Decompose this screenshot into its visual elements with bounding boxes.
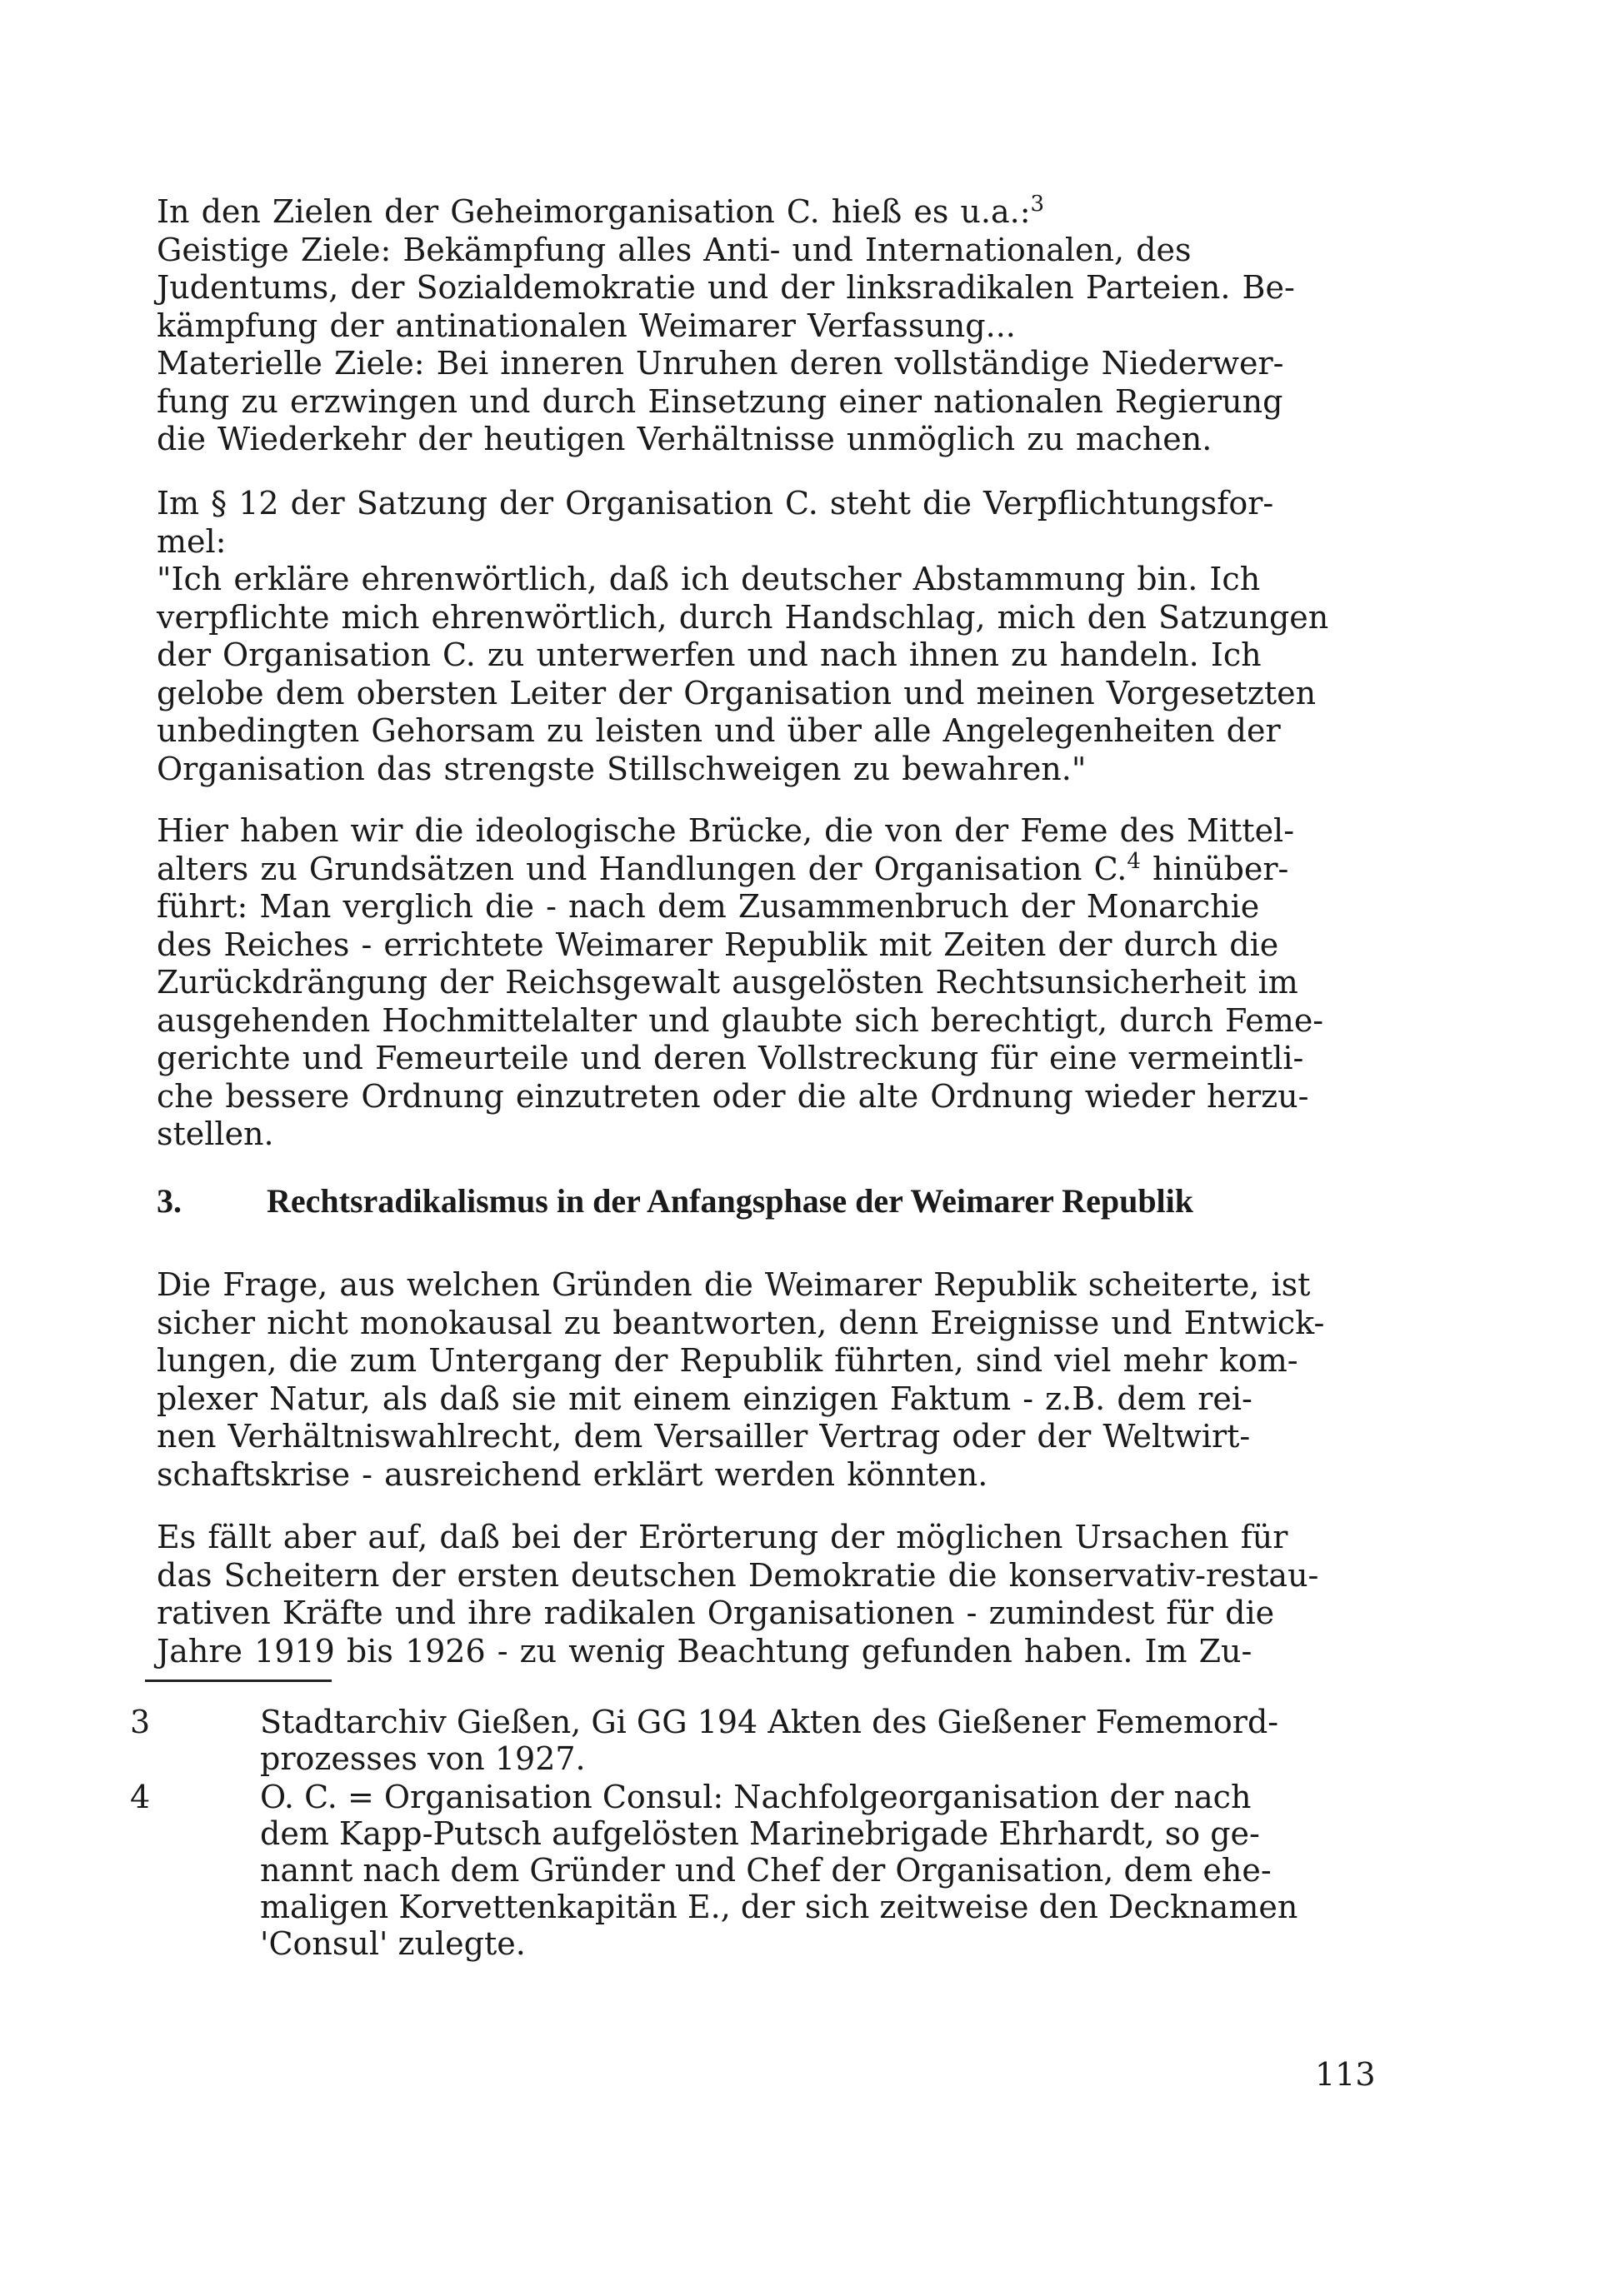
text-line: mel:: [157, 522, 227, 560]
text-line: rativen Kräfte und ihre radikalen Organisationen - zumindest für die: [157, 1595, 1275, 1631]
text-line: Jahre 1919 bis 1926 - zu wenig Beachtung gefunden haben. Im Zu-: [157, 1632, 1252, 1670]
text-line: Es fällt aber auf, daß bei der Erörterung der möglichen Ursachen für: [157, 1519, 1288, 1555]
text-line: Hier haben wir die ideologische Brücke, die von der Feme des Mittel-: [157, 812, 1295, 849]
section-number: 3.: [157, 1182, 182, 1220]
text-line: das Scheitern der ersten deutschen Demokratie die konservativ-restau-: [157, 1556, 1319, 1594]
paragraph-feme: [157, 812, 1388, 1154]
text-line: lungen, die zum Untergang der Republik führten, sind viel mehr kom-: [157, 1342, 1298, 1379]
text-line: Zurückdrängung der Reichsgewalt ausgelösten Rechtsunsicherheit im: [157, 964, 1298, 1001]
text-line: die Wiederkehr der heutigen Verhältnisse unmöglich zu machen.: [157, 421, 1212, 457]
text-line: gerichte und Femeurteile und deren Vollstreckung für eine vermeintli-: [157, 1040, 1304, 1076]
text-line: alters zu Grundsätzen und Handlungen der Organisation C.$^4$ hinüber-: [157, 848, 1289, 887]
text-line: nen Verhältniswahlrecht, dem Versailler Vertrag oder der Weltwirt-: [157, 1418, 1251, 1455]
footnote-line: maligen Korvettenkapitän E., der sich zeitweise den Decknamen: [260, 1889, 1298, 1925]
text-line: des Reiches - errichtete Weimarer Republik mit Zeiten der durch die: [157, 926, 1279, 963]
text-line: verpflichte mich ehrenwörtlich, durch Handschlag, mich den Satzungen: [157, 598, 1329, 636]
footnote-line: O. C. = Organisation Consul: Nachfolgeorganisation der nach: [260, 1779, 1252, 1815]
text-line: "Ich erkläre ehrenwörtlich, daß ich deutscher Abstammung bin. Ich: [157, 561, 1261, 597]
text-line: plexer Natur, als daß sie mit einem einzigen Faktum - z.B. dem rei-: [157, 1380, 1252, 1417]
text-line: Judentums, der Sozialdemokratie und der linksradikalen Parteien. Be-: [157, 269, 1295, 306]
text-line: führt: Man verglich die - nach dem Zusammenbruch der Monarchie: [157, 888, 1260, 925]
footnote-line: 'Consul' zulegte.: [260, 1925, 526, 1962]
footnote-line: nannt nach dem Gründer und Chef der Organisation, dem ehe-: [260, 1852, 1272, 1889]
text-line: kämpfung der antinationalen Weimarer Verfassung...: [157, 307, 1016, 344]
text-line: schaftskrise - ausreichend erklärt werden könnten.: [157, 1455, 988, 1493]
text-line: der Organisation C. zu unterwerfen und nach ihnen zu handeln. Ich: [157, 636, 1262, 673]
paragraph-intro: [157, 193, 1388, 459]
paragraph-frage: [157, 1266, 1388, 1494]
text-line: fung zu erzwingen und durch Einsetzung einer nationalen Regierung: [157, 382, 1283, 420]
text-line: Organisation das strengste Stillschweigen zu bewahren.": [157, 750, 1087, 787]
text-line: ausgehenden Hochmittelalter und glaubte sich berechtigt, durch Feme-: [157, 1001, 1324, 1039]
footnote-line: Stadtarchiv Gießen, Gi GG 194 Akten des Gießener Fememord-: [260, 1704, 1279, 1740]
footnote-line: dem Kapp-Putsch aufgelösten Marinebrigade Ehrhardt, so ge-: [260, 1815, 1260, 1852]
footnote-divider: [145, 1680, 332, 1682]
text-line: che bessere Ordnung einzutreten oder die alte Ordnung wieder herzu-: [157, 1077, 1309, 1115]
footnote-number: 3: [130, 1704, 151, 1740]
paragraph-satzung: [157, 485, 1388, 788]
footnote-ref-4: 4: [1127, 848, 1141, 874]
text-line: unbedingten Gehorsam zu leisten und über alle Angelegenheiten der: [157, 712, 1281, 749]
text-line: Materielle Ziele: Bei inneren Unruhen deren vollständige Niederwer-: [157, 345, 1284, 382]
footnote-number: 4: [130, 1779, 151, 1815]
section-title: Rechtsradikalismus in der Anfangsphase der Weimarer Republik: [267, 1182, 1194, 1220]
text-line: Im § 12 der Satzung der Organisation C. steht die Verpflichtungsfor-: [157, 485, 1274, 522]
text-line: gelobe dem obersten Leiter der Organisation und meinen Vorgesetzten: [157, 674, 1317, 711]
page-number: 113: [1315, 2056, 1376, 2093]
footnote-ref-3: 3: [1030, 192, 1045, 217]
text-line: In den Zielen der Geheimorganisation C. hieß es u.a.:$^3$: [157, 192, 1045, 230]
paragraph-ursachen: [157, 1519, 1388, 1670]
text-line: sicher nicht monokausal zu beantworten, denn Ereignisse und Entwick-: [157, 1304, 1325, 1341]
text-line: Die Frage, aus welchen Gründen die Weimarer Republik scheiterte, ist: [157, 1266, 1311, 1303]
section-heading: [157, 1181, 1388, 1220]
footnote-4: [130, 1779, 1388, 1962]
footnote-line: prozesses von 1927.: [260, 1740, 586, 1777]
text-line: Geistige Ziele: Bekämpfung alles Anti- und Internationalen, des: [157, 231, 1192, 268]
text-line: stellen.: [157, 1116, 274, 1152]
footnote-3: [130, 1704, 1388, 1777]
